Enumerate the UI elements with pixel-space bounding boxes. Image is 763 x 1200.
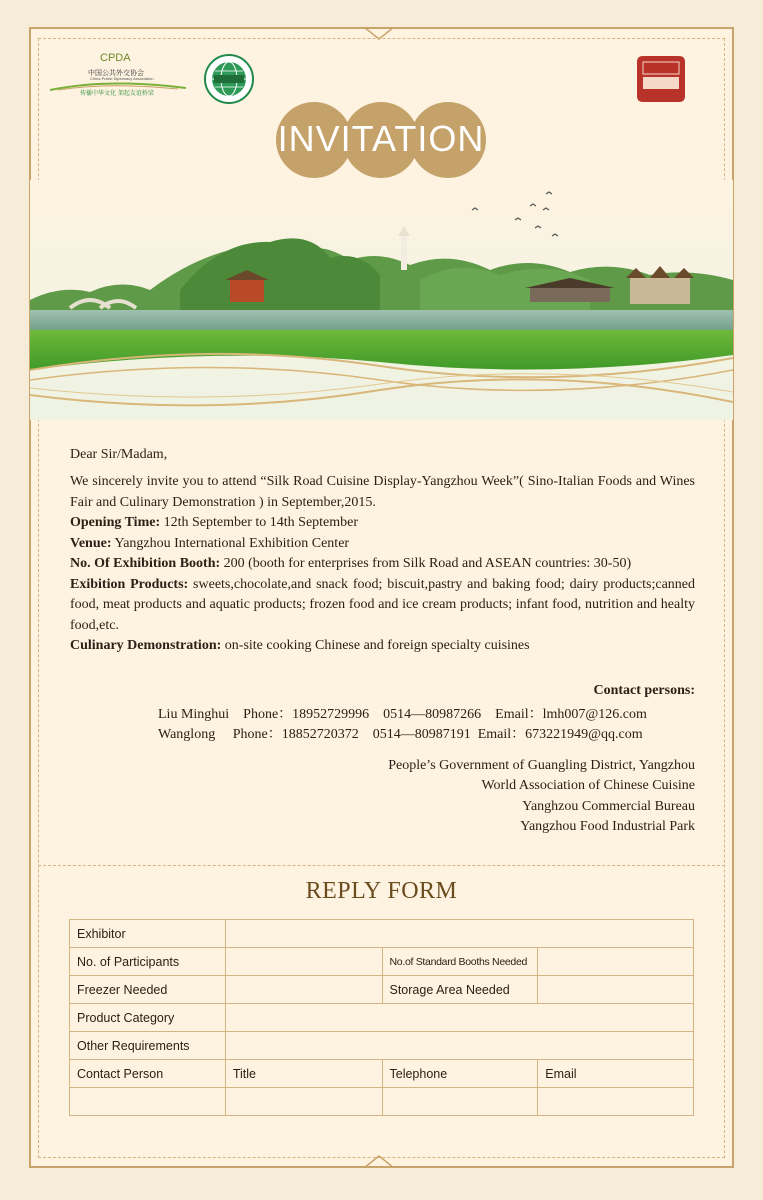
venue-line xyxy=(70,534,695,555)
organizer-4: Yangzhou Food Industrial Park xyxy=(520,819,695,834)
opening-time-label: Opening Time: xyxy=(70,515,161,530)
booth-line xyxy=(70,554,695,575)
invitation-title: INVITATION xyxy=(277,118,485,159)
booth-value: 200 (booth for enterprises from Silk Road and ASEAN countries: 30-50) xyxy=(220,556,632,571)
table-row xyxy=(70,920,694,948)
culinary-value: on-site cooking Chinese and foreign specialty cuisines xyxy=(221,638,530,653)
telephone-label: Telephone xyxy=(382,1060,538,1088)
exhibitor-label: Exhibitor xyxy=(70,920,226,948)
contact-line-wang: Wanglong Phone：18852720372 0514—80987191 Email：673221949@qq.com xyxy=(158,727,643,742)
contact-person-label: Contact Person xyxy=(70,1060,226,1088)
table-row xyxy=(70,1032,694,1060)
culinary-line xyxy=(70,636,695,657)
culinary-label: Culinary Demonstration: xyxy=(70,638,222,653)
contact-person-field[interactable] xyxy=(70,1088,226,1116)
freezer-field[interactable] xyxy=(225,976,382,1004)
title-col-label: Title xyxy=(225,1060,382,1088)
exhibitor-field[interactable] xyxy=(225,920,693,948)
cpda-logo-text: CPDA xyxy=(100,52,131,64)
wacc-globe-logo xyxy=(204,54,254,104)
cpda-cn-name: 中国公共外交协会 xyxy=(88,69,144,77)
cpda-en-name: China Public Diplomacy Association xyxy=(90,76,154,81)
cpda-slogan: 传播中华文化 架起友谊桥梁 xyxy=(80,90,154,97)
opening-time-value: 12th September to 14th September xyxy=(160,515,359,530)
booths-needed-field[interactable] xyxy=(538,948,694,976)
top-notch xyxy=(364,27,394,41)
freezer-label: Freezer Needed xyxy=(70,976,226,1004)
storage-field[interactable] xyxy=(538,976,694,1004)
telephone-field[interactable] xyxy=(382,1088,538,1116)
section-divider xyxy=(38,865,725,866)
letter-body xyxy=(70,472,695,657)
title-field[interactable] xyxy=(225,1088,382,1116)
email-label: Email xyxy=(538,1060,694,1088)
category-field[interactable] xyxy=(225,1004,693,1032)
yangzhou-lake-scene xyxy=(30,180,733,420)
yangzhou-2500-seal-logo xyxy=(635,54,687,104)
products-label: Exibition Products: xyxy=(70,576,189,592)
other-requirements-label: Other Requirements xyxy=(70,1032,226,1060)
table-row xyxy=(70,948,694,976)
table-row xyxy=(70,1060,694,1088)
participants-field[interactable] xyxy=(225,948,382,976)
category-label: Product Category xyxy=(70,1004,226,1032)
intro-paragraph: We sincerely invite you to attend “Silk Road Cuisine Display-Yangzhou Week”( Sino-Italian Foods and Wines Fair and Culinary Demonstration ) in September,2015. xyxy=(70,474,695,510)
organizer-3: Yanghzou Commercial Bureau xyxy=(522,799,695,814)
bottom-notch xyxy=(364,1154,394,1168)
booth-label: No. Of Exhibition Booth: xyxy=(70,556,221,571)
contact-line-liu: Liu Minghui Phone：18952729996 0514—80987266 Email：lmh007@126.com xyxy=(158,707,647,722)
email-field[interactable] xyxy=(538,1088,694,1116)
greeting: Dear Sir/Madam, xyxy=(70,447,168,462)
venue-label: Venue: xyxy=(70,535,112,551)
products-line xyxy=(70,575,695,637)
opening-time-line xyxy=(70,513,695,534)
reply-form-title: REPLY FORM xyxy=(305,878,458,904)
table-row xyxy=(70,1088,694,1116)
products-value: sweets,chocolate,and snack food; biscuit,pastry and baking food; dairy products;canned food, meat products and aquatic products; frozen food and ice cream products; infant food, nutrition and healty food,etc. xyxy=(70,576,696,633)
booths-needed-label: No.of Standard Booths Needed xyxy=(382,948,538,976)
participants-label: No. of Participants xyxy=(70,948,226,976)
organizer-1: People’s Government of Guangling District, Yangzhou xyxy=(388,758,695,773)
table-row xyxy=(70,976,694,1004)
organizer-2: World Association of Chinese Cuisine xyxy=(481,778,695,793)
table-row xyxy=(70,1004,694,1032)
reply-form-table xyxy=(69,919,694,1116)
other-requirements-field[interactable] xyxy=(225,1032,693,1060)
contact-persons-title: Contact persons: xyxy=(593,683,695,698)
venue-value: Yangzhou International Exhibition Center xyxy=(111,535,350,551)
storage-label: Storage Area Needed xyxy=(382,976,538,1004)
